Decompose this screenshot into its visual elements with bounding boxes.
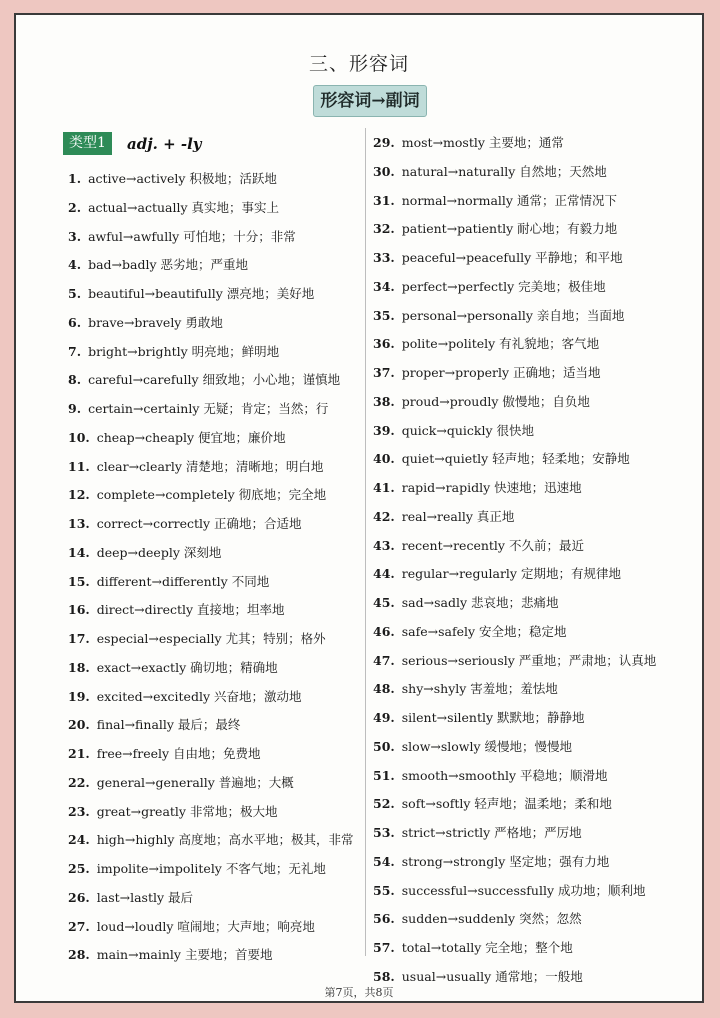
item-text: general→generally 普遍地；大概 — [96, 774, 294, 790]
item-number: 12. — [68, 487, 90, 503]
item-number: 24. — [68, 832, 90, 848]
list-item — [68, 251, 363, 280]
item-number: 51. — [373, 767, 395, 783]
item-text: recent→recently 不久前；最近 — [401, 537, 584, 553]
item-text: safe→safely 安全地；稳定地 — [401, 623, 567, 639]
item-number: 48. — [373, 681, 395, 697]
item-text: excited→excitedly 兴奋地；激动地 — [96, 688, 302, 704]
item-number: 1. — [68, 171, 82, 186]
list-item — [68, 568, 363, 597]
item-text: quick→quickly 很快地 — [401, 422, 535, 438]
list-item — [68, 855, 363, 884]
list-item — [373, 762, 683, 791]
item-text: shy→shyly 害羞地；羞怯地 — [401, 681, 558, 697]
list-item — [68, 941, 363, 970]
item-text: exact→exactly 确切地；精确地 — [96, 659, 278, 675]
list-item — [68, 596, 363, 625]
item-number: 10. — [68, 429, 90, 445]
item-text: direct→directly 直接地；坦率地 — [96, 602, 285, 618]
item-number: 8. — [68, 372, 82, 388]
item-number: 54. — [373, 853, 395, 869]
item-number: 15. — [68, 573, 90, 589]
item-number: 31. — [373, 192, 395, 208]
page-footer: 第7页，共8页 — [324, 986, 394, 999]
item-number: 35. — [373, 307, 395, 323]
list-item — [68, 625, 363, 654]
list-item — [68, 711, 363, 740]
list-item — [373, 819, 683, 848]
item-number: 56. — [373, 911, 395, 927]
column-divider — [365, 128, 366, 956]
list-item — [68, 539, 363, 568]
list-item — [373, 704, 683, 733]
item-number: 37. — [373, 365, 395, 380]
item-text: impolite→impolitely 不客气地；无礼地 — [96, 861, 326, 876]
list-item — [68, 453, 363, 482]
item-text: last→lastly 最后 — [96, 889, 194, 905]
item-number: 20. — [68, 717, 90, 733]
item-number: 36. — [373, 336, 395, 352]
item-text: especial→especially 尤其；特别；格外 — [96, 631, 326, 646]
item-number: 44. — [373, 566, 395, 582]
type-heading — [63, 132, 202, 155]
item-number: 21. — [68, 746, 90, 761]
right-column — [373, 129, 683, 992]
item-number: 50. — [373, 738, 395, 754]
item-number: 49. — [373, 710, 395, 725]
item-number: 27. — [68, 918, 90, 934]
list-item — [373, 790, 683, 819]
item-number: 4. — [68, 257, 82, 273]
item-text: main→mainly 主要地；首要地 — [96, 947, 273, 963]
item-number: 53. — [373, 825, 395, 840]
item-text: sudden→suddenly 突然；忽然 — [401, 911, 582, 927]
list-item — [373, 589, 683, 618]
list-item — [68, 223, 363, 252]
section-title: 三、形容词 — [308, 53, 409, 75]
item-text: certain→certainly 无疑；肯定；当然；行 — [88, 401, 329, 416]
document-page — [14, 13, 704, 1003]
list-item — [68, 769, 363, 798]
item-number: 2. — [68, 199, 82, 215]
item-text: strict→strictly 严格地；严厉地 — [401, 825, 582, 840]
item-text: actual→actually 真实地；事实上 — [88, 199, 280, 215]
item-number: 5. — [68, 286, 82, 301]
list-item — [373, 733, 683, 762]
list-item — [373, 330, 683, 359]
item-text: final→finally 最后；最终 — [96, 717, 241, 733]
list-item — [68, 913, 363, 942]
item-text: brave→bravely 勇敢地 — [88, 314, 223, 330]
item-number: 14. — [68, 544, 90, 560]
list-item — [68, 826, 363, 855]
item-text: normal→normally 通常；正常情况下 — [401, 192, 617, 208]
item-number: 33. — [373, 250, 395, 265]
item-text: great→greatly 非常地；极大地 — [96, 803, 278, 819]
item-text: bad→badly 恶劣地；严重地 — [88, 257, 248, 273]
list-item — [373, 848, 683, 877]
list-item — [68, 194, 363, 223]
list-item — [373, 302, 683, 331]
list-item — [373, 503, 683, 532]
item-number: 13. — [68, 516, 90, 531]
item-number: 46. — [373, 623, 395, 639]
item-text: careful→carefully 细致地；小心地；谨慎地 — [88, 372, 341, 388]
list-item — [68, 654, 363, 683]
list-item — [373, 215, 683, 244]
list-item — [373, 618, 683, 647]
item-text: serious→seriously 严重地；严肃地；认真地 — [401, 652, 657, 668]
item-text: deep→deeply 深刻地 — [96, 544, 222, 560]
item-number: 23. — [68, 803, 90, 819]
item-number: 47. — [373, 652, 395, 668]
item-text: rapid→rapidly 快速地；迅速地 — [401, 480, 582, 495]
left-column — [68, 165, 363, 970]
item-text: perfect→perfectly 完美地；极佳地 — [401, 278, 606, 294]
list-item — [68, 884, 363, 913]
item-text: proud→proudly 傲慢地；自负地 — [401, 393, 590, 409]
item-text: sad→sadly 悲哀地；悲痛地 — [401, 595, 559, 610]
item-text: personal→personally 亲自地；当面地 — [401, 307, 625, 323]
item-number: 57. — [373, 940, 395, 955]
list-item — [373, 675, 683, 704]
list-item — [373, 129, 683, 158]
item-number: 26. — [68, 889, 90, 905]
list-item — [68, 395, 363, 424]
list-item — [68, 424, 363, 453]
list-item — [373, 877, 683, 906]
item-text: clear→clearly 清楚地；清晰地；明白地 — [96, 458, 324, 474]
item-number: 11. — [68, 458, 90, 474]
item-text: usual→usually 通常地；一般地 — [401, 968, 583, 984]
list-item — [373, 647, 683, 676]
item-number: 41. — [373, 480, 395, 495]
item-text: polite→politely 有礼貌地；客气地 — [401, 336, 600, 352]
item-number: 40. — [373, 451, 395, 467]
list-item — [373, 359, 683, 388]
list-item — [68, 366, 363, 395]
item-number: 30. — [373, 163, 395, 179]
item-text: cheap→cheaply 便宜地；廉价地 — [96, 429, 286, 445]
list-item — [373, 934, 683, 963]
item-text: patient→patiently 耐心地；有毅力地 — [401, 221, 618, 237]
item-number: 45. — [373, 595, 395, 610]
list-item — [68, 510, 363, 539]
list-item — [373, 273, 683, 302]
item-text: correct→correctly 正确地；合适地 — [96, 516, 302, 531]
list-item — [373, 417, 683, 446]
item-number: 42. — [373, 508, 395, 524]
item-number: 7. — [68, 343, 82, 359]
item-number: 6. — [68, 314, 82, 330]
list-item — [68, 165, 363, 194]
item-number: 39. — [373, 422, 395, 438]
item-text: quiet→quietly 轻声地；轻柔地；安静地 — [401, 451, 630, 467]
list-item — [373, 388, 683, 417]
item-number: 28. — [68, 947, 90, 963]
type-badge: 类型1 — [63, 132, 112, 155]
item-text: bright→brightly 明亮地；鲜明地 — [88, 343, 280, 359]
item-number: 43. — [373, 537, 395, 553]
list-item — [373, 187, 683, 216]
item-number: 19. — [68, 688, 90, 704]
list-item — [68, 740, 363, 769]
item-number: 52. — [373, 796, 395, 812]
item-text: most→mostly 主要地；通常 — [401, 135, 564, 150]
list-item — [373, 158, 683, 187]
item-text: loud→loudly 喧闹地；大声地；响亮地 — [96, 918, 315, 934]
list-item — [68, 309, 363, 338]
item-number: 16. — [68, 602, 90, 618]
item-text: natural→naturally 自然地；天然地 — [401, 163, 607, 179]
list-item — [68, 338, 363, 367]
list-item — [373, 560, 683, 589]
item-number: 58. — [373, 968, 395, 984]
item-text: awful→awfully 可怕地；十分；非常 — [88, 228, 296, 244]
item-number: 29. — [373, 135, 395, 150]
list-item — [373, 445, 683, 474]
item-text: different→differently 不同地 — [96, 573, 270, 589]
list-item — [373, 474, 683, 503]
item-number: 32. — [373, 221, 395, 237]
item-text: proper→properly 正确地；适当地 — [401, 365, 601, 380]
item-number: 25. — [68, 861, 90, 876]
item-text: smooth→smoothly 平稳地；顺滑地 — [401, 767, 608, 783]
list-item — [68, 481, 363, 510]
item-number: 9. — [68, 401, 82, 416]
item-text: strong→strongly 坚定地；强有力地 — [401, 853, 610, 869]
list-item — [373, 905, 683, 934]
subtitle-banner: 形容词→副词 — [313, 85, 427, 117]
item-number: 22. — [68, 774, 90, 790]
item-text: high→highly 高度地；高水平地；极其，非常 — [96, 832, 354, 848]
item-number: 17. — [68, 631, 90, 646]
item-text: peaceful→peacefully 平静地；和平地 — [401, 250, 623, 265]
item-text: active→actively 积极地；活跃地 — [88, 171, 277, 186]
item-number: 38. — [373, 393, 395, 409]
item-text: real→really 真正地 — [401, 508, 515, 524]
item-text: silent→silently 默默地；静静地 — [401, 710, 585, 725]
item-text: slow→slowly 缓慢地；慢慢地 — [401, 738, 573, 754]
item-number: 34. — [373, 278, 395, 294]
item-text: total→totally 完全地；整个地 — [401, 940, 573, 955]
item-text: complete→completely 彻底地；完全地 — [96, 487, 327, 503]
item-text: successful→successfully 成功地；顺利地 — [401, 882, 646, 898]
item-number: 3. — [68, 228, 82, 244]
list-item — [68, 798, 363, 827]
item-text: beautiful→beautifully 漂亮地；美好地 — [88, 286, 315, 301]
item-text: regular→regularly 定期地；有规律地 — [401, 566, 621, 582]
item-number: 55. — [373, 882, 395, 898]
list-item — [68, 683, 363, 712]
list-item — [373, 244, 683, 273]
item-number: 18. — [68, 659, 90, 675]
list-item — [373, 532, 683, 561]
list-item — [68, 280, 363, 309]
item-text: free→freely 自由地；免费地 — [96, 746, 261, 761]
type-rule: adj. + -ly — [127, 134, 202, 153]
item-text: soft→softly 轻声地；温柔地；柔和地 — [401, 796, 612, 812]
